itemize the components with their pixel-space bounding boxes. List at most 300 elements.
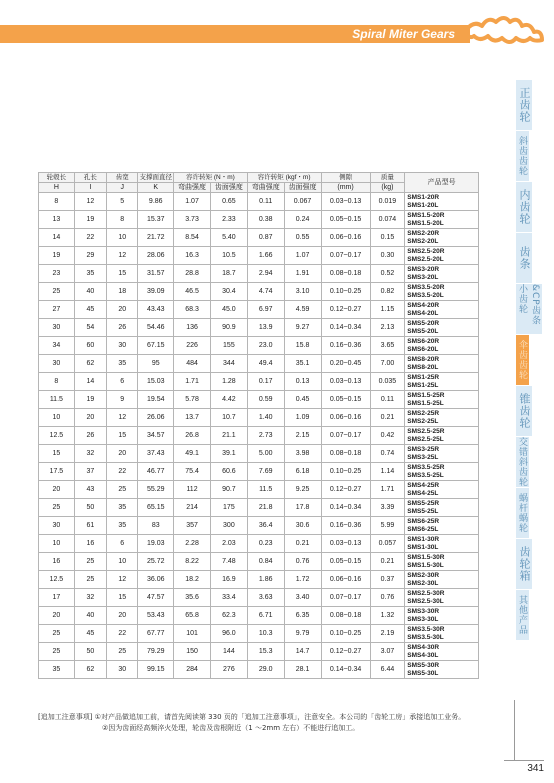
note-line-2: ②因为齿面经高频淬火处理，轮齿及齿根附近（1 ～2mm 左右）不能进行追加工。 xyxy=(102,724,360,732)
header-support-diameter: 支撑面直径 xyxy=(139,173,172,181)
table-cell: 25 xyxy=(74,571,106,589)
table-cell: 3.39 xyxy=(370,499,405,517)
table-cell: 2.33 xyxy=(210,211,247,229)
part-number-l: SMS1.5-30L xyxy=(407,561,444,569)
table-cell: 37 xyxy=(74,463,106,481)
table-cell: 13.7 xyxy=(174,409,211,427)
table-row xyxy=(39,247,479,265)
table-cell: 276 xyxy=(210,661,247,679)
table-cell: 17 xyxy=(39,589,75,607)
header-part-number: 产品型号 xyxy=(405,173,479,193)
table-cell: 90.7 xyxy=(210,481,247,499)
table-cell: 1.28 xyxy=(210,373,247,391)
table-cell: 1.91 xyxy=(284,265,321,283)
tab-1[interactable]: 斜齿齿轮 xyxy=(516,131,529,182)
part-number-l: SMS8-20L xyxy=(407,363,439,371)
part-number-r: SMS6-25R xyxy=(407,517,440,525)
table-cell: 6.35 xyxy=(284,607,321,625)
table-cell: 46.5 xyxy=(174,283,211,301)
part-number-l: SMS1.5-20L xyxy=(407,219,444,227)
table-cell: 6.97 xyxy=(247,301,284,319)
table-cell: 14 xyxy=(74,373,106,391)
table-row xyxy=(39,373,479,391)
part-number-cell xyxy=(405,193,479,211)
table-cell: 0.59 xyxy=(247,391,284,409)
table-cell: 0.21 xyxy=(370,553,405,571)
table-cell: 20 xyxy=(107,445,138,463)
table-cell: 27 xyxy=(39,301,75,319)
header-backlash: 侧隙 xyxy=(321,173,370,183)
table-cell: 0.06~0.16 xyxy=(321,571,370,589)
table-cell: 5.99 xyxy=(370,517,405,535)
table-cell: 0.76 xyxy=(284,553,321,571)
part-number-r: SMS4-20R xyxy=(407,301,440,309)
table-cell: 0.067 xyxy=(284,193,321,211)
table-cell: 2.28 xyxy=(174,535,211,553)
table-cell: 67.15 xyxy=(138,337,174,355)
table-cell: 15 xyxy=(107,589,138,607)
table-cell: 3.73 xyxy=(174,211,211,229)
table-cell: 0.05~0.15 xyxy=(321,211,370,229)
table-cell: 54 xyxy=(74,319,106,337)
table-cell: 5.00 xyxy=(247,445,284,463)
table-cell: 1.71 xyxy=(174,373,211,391)
table-cell: 35.1 xyxy=(284,355,321,373)
part-number-r: SMS1.5-25R xyxy=(407,391,445,399)
table-cell: 95 xyxy=(138,355,174,373)
table-cell: 67.77 xyxy=(138,625,174,643)
part-number-cell xyxy=(405,535,479,553)
part-number-l: SMS5-25L xyxy=(407,507,439,515)
table-cell: 0.12~0.27 xyxy=(321,643,370,661)
table-cell: 30 xyxy=(107,337,138,355)
table-cell: 10 xyxy=(39,535,75,553)
table-cell: 40 xyxy=(74,607,106,625)
table-cell: 12 xyxy=(107,247,138,265)
header-bore-length: 孔长 xyxy=(74,173,106,183)
table-cell: 35 xyxy=(107,355,138,373)
table-cell: 0.23 xyxy=(247,535,284,553)
part-number-r: SMS2.5-20R xyxy=(407,247,445,255)
part-number-r: SMS3.5-20R xyxy=(407,283,445,291)
table-cell: 2.94 xyxy=(247,265,284,283)
part-number-l: SMS6-20L xyxy=(407,345,439,353)
part-number-r: SMS2.5-25R xyxy=(407,427,445,435)
part-number-l: SMS5-30L xyxy=(407,669,439,677)
table-cell: 1.32 xyxy=(370,607,405,625)
table-cell: 3.63 xyxy=(247,589,284,607)
part-number-cell xyxy=(405,661,479,679)
part-number-cell xyxy=(405,643,479,661)
table-cell: 150 xyxy=(174,643,211,661)
header-backlash-unit: (mm) xyxy=(321,183,370,193)
header-surface-kgf: 齿面强度 xyxy=(284,183,321,193)
part-number-r: SMS2.5-30R xyxy=(407,589,445,597)
table-cell: 31.57 xyxy=(138,265,174,283)
table-cell: 0.10~0.25 xyxy=(321,463,370,481)
table-cell: 1.71 xyxy=(370,481,405,499)
part-number-cell xyxy=(405,301,479,319)
table-cell: 6.18 xyxy=(284,463,321,481)
table-cell: 136 xyxy=(174,319,211,337)
table-cell: 49.4 xyxy=(247,355,284,373)
table-cell: 45 xyxy=(74,301,106,319)
part-number-r: SMS3-30R xyxy=(407,607,440,615)
tab-6[interactable]: 锥齿轮 xyxy=(516,386,532,437)
table-cell: 0.03~0.13 xyxy=(321,373,370,391)
table-cell: 0.87 xyxy=(247,229,284,247)
table-cell: 0.03~0.13 xyxy=(321,535,370,553)
part-number-l: SMS5-20L xyxy=(407,327,439,335)
table-cell: 1.66 xyxy=(247,247,284,265)
table-cell: 0.08~0.18 xyxy=(321,265,370,283)
tab-5[interactable]: 伞齿齿轮 xyxy=(516,335,529,386)
part-number-r: SMS1.5-20R xyxy=(407,211,445,219)
table-cell: 25 xyxy=(39,643,75,661)
table-cell: 0.38 xyxy=(247,211,284,229)
table-cell: 10.7 xyxy=(210,409,247,427)
table-cell: 226 xyxy=(174,337,211,355)
table-cell: 21.8 xyxy=(247,499,284,517)
table-cell: 0.55 xyxy=(284,229,321,247)
table-cell: 1.72 xyxy=(284,571,321,589)
part-number-cell xyxy=(405,571,479,589)
part-number-r: SMS3.5-25R xyxy=(407,463,445,471)
table-cell: 25 xyxy=(39,499,75,517)
part-number-cell xyxy=(405,463,479,481)
table-cell: 13 xyxy=(39,211,75,229)
table-cell: 0.11 xyxy=(247,193,284,211)
header-j: J xyxy=(107,183,138,193)
table-cell: 9.25 xyxy=(284,481,321,499)
table-cell: 62 xyxy=(74,661,106,679)
part-number-l: SMS2-25L xyxy=(407,417,439,425)
header-mass: 质量 xyxy=(370,173,405,183)
part-number-r: SMS2-25R xyxy=(407,409,440,417)
part-number-cell xyxy=(405,517,479,535)
part-number-cell xyxy=(405,283,479,301)
table-cell: 0.17 xyxy=(247,373,284,391)
table-row xyxy=(39,571,479,589)
table-row xyxy=(39,301,479,319)
table-cell: 21.1 xyxy=(210,427,247,445)
gear-logo-icon xyxy=(464,12,546,56)
table-cell: 15.8 xyxy=(284,337,321,355)
table-cell: 144 xyxy=(210,643,247,661)
table-cell: 1.14 xyxy=(370,463,405,481)
table-cell: 25 xyxy=(107,643,138,661)
table-cell: 0.03~0.13 xyxy=(321,193,370,211)
table-cell: 0.05~0.15 xyxy=(321,553,370,571)
table-cell: 2.13 xyxy=(370,319,405,337)
table-cell: 5 xyxy=(107,193,138,211)
table-cell: 0.52 xyxy=(370,265,405,283)
table-cell: 7.69 xyxy=(247,463,284,481)
part-number-l: SMS4-25L xyxy=(407,489,439,497)
part-number-r: SMS1-30R xyxy=(407,535,440,543)
part-number-cell xyxy=(405,247,479,265)
table-cell: 0.16~0.36 xyxy=(321,517,370,535)
table-cell: 55.29 xyxy=(138,481,174,499)
table-cell: 11.5 xyxy=(247,481,284,499)
table-cell: 53.43 xyxy=(138,607,174,625)
table-cell: 28.8 xyxy=(174,265,211,283)
table-cell: 0.21 xyxy=(284,535,321,553)
part-number-l: SMS3-30L xyxy=(407,615,439,623)
part-number-cell xyxy=(405,499,479,517)
part-number-r: SMS3.5-30R xyxy=(407,625,445,633)
part-number-cell xyxy=(405,589,479,607)
table-cell: 0.12~0.27 xyxy=(321,481,370,499)
tab-10[interactable]: 其他产品 xyxy=(516,590,529,641)
part-number-cell xyxy=(405,607,479,625)
table-cell: 0.37 xyxy=(370,571,405,589)
table-cell: 0.06~0.16 xyxy=(321,229,370,247)
table-cell: 26.8 xyxy=(174,427,211,445)
tab-4[interactable]: &CP齿条小齿轮 xyxy=(516,284,542,335)
table-cell: 0.12~0.27 xyxy=(321,301,370,319)
table-row xyxy=(39,319,479,337)
table-cell: 112 xyxy=(174,481,211,499)
table-cell: 22 xyxy=(107,463,138,481)
table-cell: 34 xyxy=(39,337,75,355)
table-row xyxy=(39,643,479,661)
table-cell: 23.0 xyxy=(247,337,284,355)
table-cell: 15.03 xyxy=(138,373,174,391)
table-cell: 21.72 xyxy=(138,229,174,247)
header-torque-nm: 容许转矩 (N・m) xyxy=(174,173,248,183)
part-number-cell xyxy=(405,427,479,445)
table-cell: 28.1 xyxy=(284,661,321,679)
part-number-cell xyxy=(405,445,479,463)
table-cell: 0.82 xyxy=(370,283,405,301)
table-row xyxy=(39,283,479,301)
table-cell: 0.14~0.34 xyxy=(321,499,370,517)
header-mass-unit: (kg) xyxy=(370,183,405,193)
table-cell: 1.86 xyxy=(247,571,284,589)
table-row xyxy=(39,517,479,535)
part-number-r: SMS5-25R xyxy=(407,499,440,507)
table-cell: 14.7 xyxy=(284,643,321,661)
header-k: K xyxy=(138,183,174,193)
tab-0[interactable]: 正齿轮 xyxy=(516,80,532,131)
tab-8[interactable]: 蜗杆蜗轮 xyxy=(516,488,529,539)
table-cell: 0.15 xyxy=(370,229,405,247)
part-number-cell xyxy=(405,337,479,355)
part-number-r: SMS5-30R xyxy=(407,661,440,669)
table-cell: 30.4 xyxy=(210,283,247,301)
table-cell: 0.057 xyxy=(370,535,405,553)
table-cell: 1.07 xyxy=(174,193,211,211)
table-cell: 0.24 xyxy=(284,211,321,229)
table-cell: 12 xyxy=(74,193,106,211)
divider xyxy=(514,700,515,760)
part-number-l: SMS3.5-25L xyxy=(407,471,444,479)
tab-3[interactable]: 齿条 xyxy=(516,233,532,284)
part-number-r: SMS3-25R xyxy=(407,445,440,453)
table-cell: 30 xyxy=(39,517,75,535)
table-cell: 39.09 xyxy=(138,283,174,301)
table-cell: 1.09 xyxy=(284,409,321,427)
table-cell: 79.29 xyxy=(138,643,174,661)
table-cell: 25.72 xyxy=(138,553,174,571)
table-cell: 46.77 xyxy=(138,463,174,481)
table-cell: 0.035 xyxy=(370,373,405,391)
table-row xyxy=(39,607,479,625)
table-cell: 10 xyxy=(39,409,75,427)
table-cell: 8 xyxy=(39,193,75,211)
table-row xyxy=(39,553,479,571)
table-cell: 0.16~0.36 xyxy=(321,337,370,355)
tab-2[interactable]: 内齿轮 xyxy=(516,182,532,233)
table-cell: 35 xyxy=(39,661,75,679)
tab-7[interactable]: 交错斜齿轮 xyxy=(517,437,527,487)
table-cell: 12 xyxy=(107,571,138,589)
table-cell: 36.4 xyxy=(247,517,284,535)
table-cell: 0.45 xyxy=(284,391,321,409)
part-number-cell xyxy=(405,391,479,409)
table-cell: 35 xyxy=(74,265,106,283)
table-cell: 0.10~0.25 xyxy=(321,283,370,301)
table-cell: 3.40 xyxy=(284,589,321,607)
table-cell: 19 xyxy=(74,211,106,229)
table-cell: 16 xyxy=(39,553,75,571)
table-cell: 50 xyxy=(74,499,106,517)
table-cell: 0.21 xyxy=(370,409,405,427)
table-cell: 20 xyxy=(39,481,75,499)
table-cell: 214 xyxy=(174,499,211,517)
table-cell: 3.98 xyxy=(284,445,321,463)
table-cell: 62.3 xyxy=(210,607,247,625)
table-row xyxy=(39,661,479,679)
part-number-l: SMS6-25L xyxy=(407,525,439,533)
table-cell: 83 xyxy=(138,517,174,535)
table-cell: 0.07~0.17 xyxy=(321,247,370,265)
spec-table-body xyxy=(39,193,479,679)
table-row xyxy=(39,211,479,229)
table-cell: 9.79 xyxy=(284,625,321,643)
part-number-l: SMS1-25L xyxy=(407,381,439,389)
table-cell: 25 xyxy=(74,553,106,571)
spec-table xyxy=(38,172,479,679)
table-cell: 28.06 xyxy=(138,247,174,265)
table-cell: 0.05~0.15 xyxy=(321,391,370,409)
table-cell: 60 xyxy=(74,337,106,355)
table-row xyxy=(39,499,479,517)
table-cell: 1.07 xyxy=(284,247,321,265)
table-cell: 300 xyxy=(210,517,247,535)
table-cell: 155 xyxy=(210,337,247,355)
table-cell: 2.03 xyxy=(210,535,247,553)
header-h: H xyxy=(39,183,75,193)
table-cell: 49.1 xyxy=(174,445,211,463)
table-cell: 29.0 xyxy=(247,661,284,679)
table-cell: 26.06 xyxy=(138,409,174,427)
part-number-l: SMS4-30L xyxy=(407,651,439,659)
table-row xyxy=(39,463,479,481)
table-cell: 19 xyxy=(39,247,75,265)
table-cell: 2.19 xyxy=(370,625,405,643)
table-row xyxy=(39,391,479,409)
part-number-cell xyxy=(405,373,479,391)
table-cell: 25 xyxy=(39,283,75,301)
table-row xyxy=(39,625,479,643)
table-cell: 4.74 xyxy=(247,283,284,301)
table-cell: 6 xyxy=(107,373,138,391)
table-cell: 0.11 xyxy=(370,391,405,409)
table-cell: 9.27 xyxy=(284,319,321,337)
table-cell: 22 xyxy=(107,625,138,643)
table-cell: 11.5 xyxy=(39,391,75,409)
tab-9[interactable]: 齿轮箱 xyxy=(516,539,532,590)
part-number-r: SMS1.5-30R xyxy=(407,553,445,561)
table-cell: 22 xyxy=(74,229,106,247)
table-cell: 4.59 xyxy=(284,301,321,319)
table-cell: 3.07 xyxy=(370,643,405,661)
table-cell: 19.03 xyxy=(138,535,174,553)
table-cell: 15 xyxy=(107,427,138,445)
table-row xyxy=(39,409,479,427)
table-cell: 18.7 xyxy=(210,265,247,283)
table-cell: 35 xyxy=(107,499,138,517)
table-cell: 13.9 xyxy=(247,319,284,337)
table-cell: 37.43 xyxy=(138,445,174,463)
table-cell: 65.15 xyxy=(138,499,174,517)
part-number-l: SMS2-20L xyxy=(407,237,439,245)
table-row xyxy=(39,535,479,553)
table-cell: 3.65 xyxy=(370,337,405,355)
table-cell: 1.40 xyxy=(247,409,284,427)
table-cell: 10.3 xyxy=(247,625,284,643)
table-cell: 29 xyxy=(74,247,106,265)
table-cell: 6 xyxy=(107,535,138,553)
part-number-r: SMS4-30R xyxy=(407,643,440,651)
page-title: Spiral Miter Gears xyxy=(352,27,455,41)
table-cell: 19.54 xyxy=(138,391,174,409)
table-cell: 9.86 xyxy=(138,193,174,211)
table-cell: 7.00 xyxy=(370,355,405,373)
table-cell: 16.9 xyxy=(210,571,247,589)
table-cell: 10 xyxy=(107,229,138,247)
processing-notes xyxy=(38,712,508,734)
table-cell: 30 xyxy=(39,355,75,373)
table-cell: 60.6 xyxy=(210,463,247,481)
table-cell: 0.10~0.25 xyxy=(321,625,370,643)
part-number-r: SMS6-20R xyxy=(407,337,440,345)
table-cell: 23 xyxy=(39,265,75,283)
table-cell: 14 xyxy=(39,229,75,247)
part-number-l: SMS3-20L xyxy=(407,273,439,281)
table-row xyxy=(39,337,479,355)
table-cell: 36.06 xyxy=(138,571,174,589)
table-cell: 0.20~0.45 xyxy=(321,355,370,373)
table-cell: 2.15 xyxy=(284,427,321,445)
table-cell: 12.5 xyxy=(39,427,75,445)
table-cell: 6.44 xyxy=(370,661,405,679)
table-cell: 6.71 xyxy=(247,607,284,625)
part-number-cell xyxy=(405,265,479,283)
table-cell: 1.15 xyxy=(370,301,405,319)
table-cell: 35.6 xyxy=(174,589,211,607)
table-row xyxy=(39,355,479,373)
table-cell: 32 xyxy=(74,589,106,607)
part-number-l: SMS2.5-20L xyxy=(407,255,444,263)
part-number-cell xyxy=(405,409,479,427)
table-cell: 61 xyxy=(74,517,106,535)
table-cell: 2.73 xyxy=(247,427,284,445)
part-number-r: SMS2-20R xyxy=(407,229,440,237)
table-cell: 0.08~0.18 xyxy=(321,445,370,463)
